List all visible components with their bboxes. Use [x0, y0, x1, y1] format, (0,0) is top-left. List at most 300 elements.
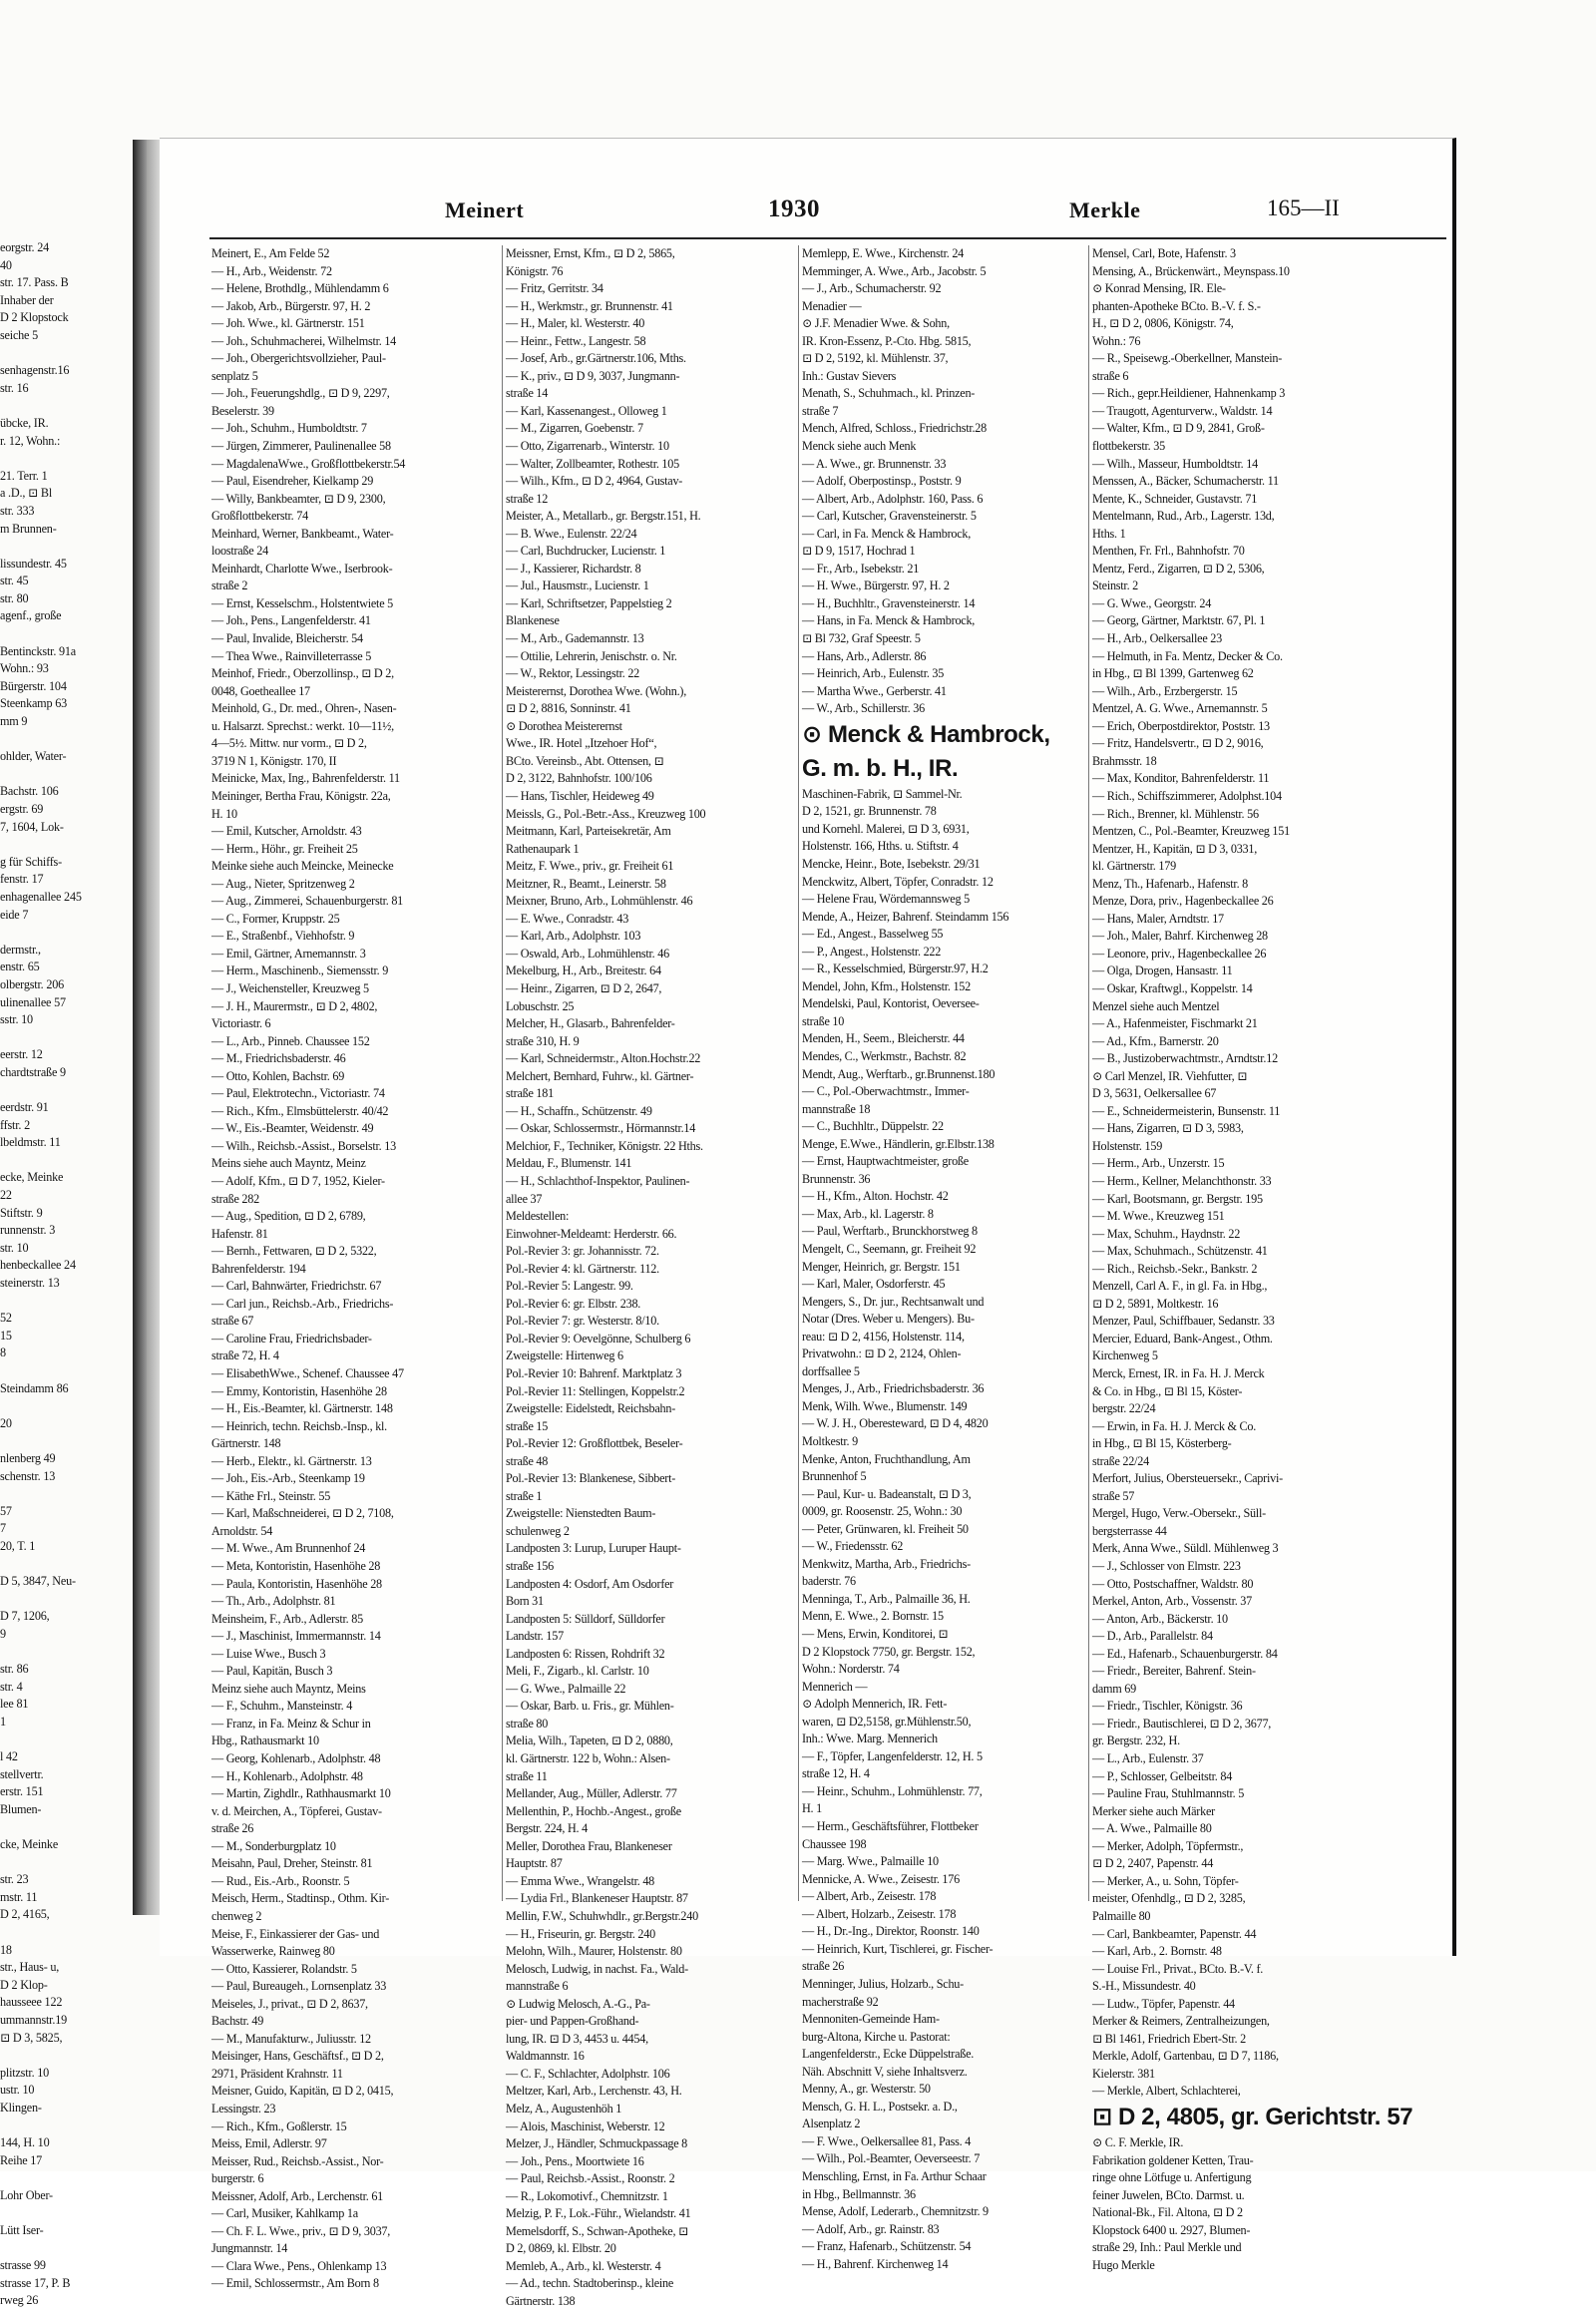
directory-entry: — Ed., Hafenarb., Schauenburgerstr. 84 [1092, 1646, 1278, 1661]
directory-entry: — Helene, Brothdlg., Mühlendamm 6 [211, 281, 389, 296]
facing-page-line [0, 1556, 130, 1574]
directory-entry: Blankenese [506, 613, 560, 628]
directory-entry: — H., Buchhltr., Gravensteinerstr. 14 [802, 595, 976, 610]
directory-entry: — C., Pol.-Oberwachtmstr., Immer- [802, 1084, 970, 1099]
directory-entry: Mennerich — [802, 1679, 868, 1694]
directory-entry: Menden, H., Seem., Bleicherstr. 44 [802, 1031, 965, 1046]
directory-entry: — Joh., Pens., Langenfelderstr. 41 [211, 613, 371, 628]
directory-entry: — Martha Wwe., Gerberstr. 41 [802, 683, 947, 698]
directory-entry: Großflottbekerstr. 74 [211, 509, 308, 524]
directory-entry: — Paula, Kontoristin, Hasenhöhe 28 [211, 1576, 382, 1591]
directory-entry: — Emil, Schlossermstr., Am Born 8 [211, 2276, 379, 2291]
directory-entry: — J. H., Maurermstr., ⊡ D 2, 4802, [211, 998, 378, 1013]
directory-entry: mannstraße 6 [506, 1979, 569, 1994]
facing-page-line: D 2 Klop- [0, 1977, 48, 1992]
facing-page-line: rweg 26 [0, 2293, 39, 2308]
facing-page-line: ⊡ D 3, 5825, [0, 2030, 63, 2045]
directory-entry: Rathenaupark 1 [506, 841, 580, 856]
directory-entry: Melcher, H., Glasarb., Bahrenfelder- [506, 1016, 675, 1031]
directory-entry: Meinke siehe auch Meincke, Meinecke [211, 859, 394, 874]
facing-page-line: senhagenstr.16 [0, 363, 70, 378]
directory-entry: S.-H., Missundestr. 40 [1092, 1979, 1196, 1994]
directory-entry: Menzer, Paul, Schiffbauer, Sedanstr. 33 [1092, 1314, 1275, 1329]
directory-entry: National-Bk., Fil. Altona, ⊡ D 2 [1092, 2205, 1243, 2220]
directory-entry: Pol.-Revier 5: Langestr. 99. [506, 1279, 633, 1294]
directory-entry: Brahmsstr. 18 [1092, 753, 1157, 768]
facing-page-line: Bachstr. 106 [0, 784, 59, 799]
directory-entry: — Martin, Zighdlr., Rathhausmarkt 10 [211, 1786, 391, 1801]
directory-entry: — Carl jun., Reichsb.-Arb., Friedrichs- [211, 1296, 394, 1311]
directory-entry: — Paul, Elektrotechn., Victoriastr. 74 [211, 1086, 385, 1101]
directory-entry: allee 37 [506, 1191, 543, 1206]
facing-page-line: eerdstr. 91 [0, 1100, 49, 1115]
directory-entry: — F. Wwe., Oelkersallee 81, Pass. 4 [802, 2133, 972, 2148]
directory-entry: — Erwin, in Fa. H. J. Merck & Co. [1092, 1418, 1257, 1433]
directory-entry: Mensel, Carl, Bote, Hafenstr. 3 [1092, 246, 1236, 260]
directory-column-4 [1092, 245, 1413, 2272]
directory-entry: — Alois, Maschinist, Weberstr. 12 [506, 2118, 665, 2133]
facing-page-line: eerstr. 12 [0, 1047, 43, 1062]
directory-entry: Menath, S., Schuhmach., kl. Prinzen- [802, 386, 976, 401]
directory-entry: Gärtnerstr. 148 [211, 1436, 281, 1451]
directory-entry: Menk, Wilh. Wwe., Blumenstr. 149 [802, 1398, 968, 1413]
directory-entry: — Hans, Tischler, Heideweg 49 [506, 788, 654, 803]
directory-entry: Mengelt, C., Seemann, gr. Freiheit 92 [802, 1241, 977, 1256]
directory-entry: Victoriastr. 6 [211, 1016, 271, 1031]
directory-entry: — Fritz, Gerritstr. 34 [506, 281, 603, 296]
directory-entry: — W., Friedensstr. 62 [802, 1539, 904, 1554]
running-header [209, 197, 1446, 227]
directory-entry: pier- und Pappen-Großhand- [506, 2014, 639, 2029]
directory-entry: ⊙ Ludwig Melosch, A.-G., Pa- [506, 1996, 650, 2011]
directory-entry: — Aug., Zimmerei, Schauenburgerstr. 81 [211, 894, 404, 909]
facing-page-line: str. 4 [0, 1679, 23, 1694]
directory-entry: Beselerstr. 39 [211, 403, 274, 418]
directory-entry: — Carl, in Fa. Menck & Hambrock, [802, 526, 972, 541]
directory-entry: Pol.-Revier 9: Oevelgönne, Schulberg 6 [506, 1331, 691, 1346]
directory-entry: — J., Schlosser von Elmstr. 223 [1092, 1559, 1241, 1574]
directory-entry: — H., Werkmstr., gr. Brunnenstr. 41 [506, 298, 673, 313]
facing-page-line: ummannstr.19 [0, 2012, 67, 2027]
directory-entry: — Otto, Zigarrenarb., Winterstr. 10 [506, 439, 669, 454]
directory-entry: — Joh., Feuerungshdlg., ⊡ D 9, 2297, [211, 386, 390, 401]
directory-entry: Hths. 1 [1092, 526, 1126, 541]
directory-entry: Einwohner-Meldeamt: Herderstr. 66. [506, 1226, 677, 1241]
directory-entry: — D., Arb., Parallelstr. 84 [1092, 1629, 1213, 1644]
directory-entry: Holstenstr. 166, Hths. u. Stiftstr. 4 [802, 839, 959, 854]
directory-entry: Hbg., Rathausmarkt 10 [211, 1733, 319, 1748]
directory-entry: Mentzen, C., Pol.-Beamter, Kreuzweg 151 [1092, 824, 1290, 839]
directory-entry: — Wilh., Masseur, Humboldtstr. 14 [1092, 456, 1258, 471]
facing-page-line: stellvertr. [0, 1766, 44, 1781]
directory-entry: Mentzel, A. G. Wwe., Arnemannstr. 5 [1092, 701, 1268, 716]
directory-entry: Memleb, A., Arb., kl. Westerstr. 4 [506, 2258, 661, 2273]
directory-entry: straße 2 [211, 578, 248, 593]
directory-entry: phanten-Apotheke BCto. B.-V. f. S.- [1092, 298, 1261, 313]
facing-page-line: erstr. 151 [0, 1784, 44, 1799]
directory-entry: — Karl, Schneidermstr., Alton.Hochstr.22 [506, 1051, 701, 1066]
directory-entry: straße 15 [506, 1418, 549, 1433]
directory-entry: — Th., Arb., Adolphstr. 81 [211, 1594, 336, 1609]
directory-entry: straße 48 [506, 1453, 549, 1468]
directory-entry: — H., Dr.-Ing., Direktor, Roonstr. 140 [802, 1924, 980, 1939]
facing-page-line: str. 17. Pass. B [0, 275, 69, 290]
directory-entry: — Franz, Hafenarb., Schützenstr. 54 [802, 2239, 972, 2254]
directory-entry: ⊡ D 2, 5192, kl. Mühlenstr. 37, [802, 351, 949, 366]
directory-entry: Menke, Anton, Fruchthandlung, Am [802, 1451, 971, 1466]
directory-entry: — Karl, Arb., Adolphstr. 103 [506, 929, 641, 944]
directory-entry: Landposten 4: Osdorf, Am Osdorfer [506, 1576, 674, 1591]
page-number: 165—II [1267, 195, 1340, 220]
directory-entry: Mensing, A., Brückenwärt., Meynspass.10 [1092, 263, 1290, 278]
directory-entry: — Paul, Bureaugeh., Lornsenplatz 33 [211, 1979, 387, 1994]
directory-entry: & Co. in Hbg., ⊡ Bl 15, Köster- [1092, 1383, 1243, 1398]
directory-entry: — E. Wwe., Conradstr. 43 [506, 911, 629, 926]
directory-entry: — H., Arb., Oelkersallee 23 [1092, 631, 1222, 646]
directory-entry: — R., Kesselschmied, Bürgerstr.97, H.2 [802, 962, 989, 976]
facing-page-line [0, 1432, 130, 1450]
facing-page-line: olbergstr. 206 [0, 976, 65, 991]
facing-page-line [0, 1854, 130, 1872]
directory-entry: Menkwitz, Martha, Arb., Friedrichs- [802, 1556, 971, 1571]
directory-entry: Mentelmann, Rud., Arb., Lagerstr. 13d, [1092, 509, 1275, 524]
facing-page-line: nlenberg 49 [0, 1450, 56, 1465]
directory-entry: — Fr., Arb., Isebekstr. 21 [802, 561, 920, 576]
directory-entry: — Herm., Arb., Unzerstr. 15 [1092, 1156, 1225, 1171]
directory-entry: Bahrenfelderstr. 194 [211, 1261, 306, 1276]
facing-page-line: 52 [0, 1311, 12, 1326]
directory-entry: — Rich., Reichsb.-Sekr., Bankstr. 2 [1092, 1261, 1258, 1276]
directory-entry: Königstr. 76 [506, 263, 564, 278]
directory-entry: — P., Angest., Holstenstr. 222 [802, 944, 942, 959]
directory-entry: — Anton, Arb., Bäckerstr. 10 [1092, 1611, 1228, 1626]
directory-entry: — Max, Arb., kl. Lagerstr. 8 [802, 1206, 934, 1221]
directory-entry: Menn, E. Wwe., 2. Bornstr. 15 [802, 1609, 944, 1624]
directory-entry: — Georg, Kohlenarb., Adolphstr. 48 [211, 1751, 381, 1766]
directory-entry: Zweigstelle: Eidelstedt, Reichsbahn- [506, 1401, 676, 1416]
facing-page-line: D 7, 1206, [0, 1609, 50, 1624]
directory-entry: Menges, J., Arb., Friedrichsbaderstr. 36 [802, 1381, 985, 1396]
facing-page-line: D 2 Klopstock [0, 310, 69, 325]
directory-entry: — Albert, Arb., Zeisestr. 178 [802, 1889, 937, 1904]
facing-page-line: 144, H. 10 [0, 2135, 50, 2150]
facing-page-line: Steindamm 86 [0, 1380, 69, 1395]
directory-entry: — Herm., Höhr., gr. Freiheit 25 [211, 841, 358, 856]
header-year: 1930 [768, 195, 820, 222]
directory-entry: Merfort, Julius, Obersteuersekr., Caprivi- [1092, 1471, 1283, 1486]
facing-page-line: str. 80 [0, 590, 29, 605]
directory-entry: straße 22/24 [1092, 1453, 1149, 1468]
directory-entry: — Joh., Schuhm., Humboldtstr. 7 [211, 421, 367, 436]
facing-page-line: Inhaber der [0, 292, 54, 307]
directory-entry: — Olga, Drogen, Hansastr. 11 [1092, 963, 1233, 978]
directory-entry: Merck, Ernest, IR. in Fa. H. J. Merck [1092, 1366, 1265, 1380]
directory-entry: Melia, Wilh., Tapeten, ⊡ D 2, 0880, [506, 1733, 673, 1748]
directory-entry: — R., Speisewg.-Oberkellner, Manstein- [1092, 351, 1283, 366]
facing-page-line: 40 [0, 257, 12, 272]
directory-entry: Landposten 5: Sülldorf, Sülldorfer [506, 1611, 665, 1626]
facing-page-line: str. 86 [0, 1662, 29, 1677]
facing-page-line: D 2, 4165, [0, 1907, 50, 1922]
directory-entry: Zweigstelle: Nienstedten Baum- [506, 1506, 656, 1521]
directory-entry: — Joh. Wwe., kl. Gärtnerstr. 151 [211, 316, 365, 331]
directory-entry: — Jul., Hausmstr., Lucienstr. 1 [506, 578, 649, 593]
directory-entry: feiner Juwelen, BCto. Darmst. u. [1092, 2187, 1245, 2202]
directory-entry: Menninger, Julius, Holzarb., Schu- [802, 1976, 964, 1991]
directory-entry: Moltkestr. 9 [802, 1434, 858, 1448]
facing-page-line: mm 9 [0, 714, 28, 729]
directory-column-2 [506, 245, 790, 2308]
facing-page-line: r. 12, Wohn.: [0, 433, 61, 448]
directory-entry: u. Halsarzt. Sprechst.: werkt. 10—11½, [211, 718, 394, 733]
directory-entry: — Oskar, Schlossermstr., Hörmannstr.14 [506, 1121, 696, 1136]
directory-entry: Menssen, A., Bäcker, Schumacherstr. 11 [1092, 474, 1279, 489]
directory-entry: — Carl, Buchdrucker, Lucienstr. 1 [506, 544, 666, 559]
directory-entry: — Herm., Geschäftsführer, Flottbeker [802, 1819, 979, 1834]
directory-entry: gr. Bergstr. 232, H. [1092, 1733, 1180, 1748]
facing-page-line: ohlder, Water- [0, 749, 67, 764]
directory-entry: Privatwohn.: ⊡ D 2, 2124, Ohlen- [802, 1347, 962, 1361]
directory-entry: — Rich., Schiffszimmerer, Adolphst.104 [1092, 788, 1282, 803]
directory-entry: Arnoldstr. 54 [211, 1523, 273, 1538]
directory-entry: Meitz, F. Wwe., priv., gr. Freiheit 61 [506, 859, 674, 874]
directory-entry: Mencke, Heinr., Bote, Isebekstr. 29/31 [802, 856, 981, 871]
directory-entry: ⊡ Bl 732, Graf Speestr. 5 [802, 631, 921, 646]
directory-entry: — Otto, Kassierer, Rolandstr. 5 [211, 1961, 357, 1976]
directory-entry: Mercier, Eduard, Bank-Angest., Othm. [1092, 1331, 1273, 1346]
facing-page-line: strasse 17, P. B [0, 2275, 71, 2290]
directory-entry: — Meta, Kontoristin, Hasenhöhe 28 [211, 1559, 381, 1574]
directory-entry: Meinz siehe auch Mayntz, Meins [211, 1681, 366, 1696]
directory-entry: — H., Schaffn., Schützenstr. 49 [506, 1103, 652, 1118]
directory-entry: — Josef, Arb., gr.Gärtnerstr.106, Mths. [506, 351, 686, 366]
facing-page-line: 1 [0, 1714, 6, 1729]
directory-entry-display: G. m. b. H., IR. [802, 754, 959, 782]
directory-entry: Menschling, Ernst, in Fa. Arthur Schaar [802, 2168, 987, 2183]
directory-entry: — Otto, Postschaffner, Waldstr. 80 [1092, 1576, 1254, 1591]
directory-entry: bergsterrasse 44 [1092, 1523, 1167, 1538]
directory-entry: Menck siehe auch Menk [802, 439, 917, 454]
directory-entry: Kirchenweg 5 [1092, 1348, 1158, 1363]
facing-page-line: seiche 5 [0, 327, 38, 342]
directory-entry: Meisner, Guido, Kapitän, ⊡ D 2, 0415, [211, 2084, 394, 2099]
directory-entry: — M. Wwe., Am Brunnenhof 24 [211, 1541, 366, 1556]
directory-entry: — A., Hafenmeister, Fischmarkt 21 [1092, 1016, 1258, 1031]
directory-entry: Merker siehe auch Märker [1092, 1803, 1215, 1818]
facing-page-line [0, 1731, 130, 1748]
directory-entry: — H., Bahrenf. Kirchenweg 14 [802, 2256, 949, 2271]
directory-entry: Meinhard, Werner, Bankbeamt., Water- [211, 526, 394, 541]
directory-entry: Bergstr. 224, H. 4 [506, 1821, 588, 1836]
directory-entry: Meisinger, Hans, Geschäftsf., ⊡ D 2, [211, 2049, 384, 2064]
facing-page-line: 20 [0, 1415, 12, 1430]
directory-entry: — Friedr., Bautischlerei, ⊡ D 2, 3677, [1092, 1716, 1272, 1731]
directory-entry: — Wilh., Pol.-Beamter, Oeverseestr. 7 [802, 2151, 981, 2166]
directory-entry: — MagdalenaWwe., Großflottbekerstr.54 [211, 456, 406, 471]
directory-entry: — Rich., Brenner, kl. Mühlenstr. 56 [1092, 806, 1259, 821]
directory-entry: — L., Arb., Pinneb. Chaussee 152 [211, 1033, 370, 1048]
directory-entry: Waldmannstr. 16 [506, 2049, 585, 2064]
directory-entry: — Louise Frl., Privat., BCto. B.-V. f. [1092, 1961, 1264, 1976]
facing-page-line: 7 [0, 1521, 6, 1536]
facing-page-line [0, 1924, 130, 1942]
directory-entry: mannstraße 18 [802, 1101, 871, 1116]
directory-entry: Melz, A., Augustenhöh 1 [506, 2101, 622, 2116]
directory-entry: Brunnenstr. 36 [802, 1171, 871, 1186]
directory-entry: — Leonore, priv., Hagenbeckallee 26 [1092, 946, 1267, 961]
directory-entry: 0009, gr. Roosenstr. 25, Wohn.: 30 [802, 1504, 963, 1519]
directory-entry: ⊙ Carl Menzel, IR. Viehfutter, ⊡ [1092, 1068, 1248, 1083]
header-last-keyword: Merkle [1069, 197, 1141, 222]
directory-entry: — Heinr., Fettw., Langestr. 58 [506, 333, 646, 348]
directory-entry: Klopstock 6400 u. 2927, Blumen- [1092, 2222, 1251, 2237]
directory-entry: straße 26 [802, 1959, 845, 1974]
facing-page-line: 20, T. 1 [0, 1538, 36, 1553]
facing-page-line: Wohn.: 93 [0, 661, 49, 676]
directory-entry: — Willy, Bankbeamter, ⊡ D 9, 2300, [211, 491, 386, 506]
directory-entry: Pol.-Revier 7: gr. Westerstr. 8/10. [506, 1314, 659, 1329]
facing-page-line [0, 1591, 130, 1609]
facing-page-line: chardtstraße 9 [0, 1064, 66, 1079]
directory-entry: — Oskar, Kraftwgl., Koppelstr. 14 [1092, 980, 1253, 995]
directory-entry: Mende, A., Heizer, Bahrenf. Steindamm 156 [802, 909, 1009, 924]
facing-page-line [0, 1293, 130, 1311]
directory-entry: — Merkle, Albert, Schlachterei, [1092, 2084, 1241, 2099]
directory-entry: — Herm., Maschinenb., Siemensstr. 9 [211, 963, 389, 978]
directory-entry: — C. F., Schlachter, Adolphstr. 106 [506, 2066, 670, 2081]
directory-column-1 [211, 245, 496, 2291]
facing-page-line: Bentinckstr. 91a [0, 643, 77, 658]
facing-page-line: 7, 1604, Lok- [0, 819, 64, 834]
column-divider [502, 245, 503, 1901]
facing-page-line: str. 333 [0, 503, 35, 518]
facing-page-line: l 42 [0, 1749, 18, 1764]
facing-page-line [0, 345, 130, 363]
directory-entry: Hugo Merkle [1092, 2257, 1155, 2272]
directory-entry: — H., Maler, kl. Westerstr. 40 [506, 316, 645, 331]
directory-entry: in Hbg., ⊡ Bl 1399, Gartenweg 62 [1092, 666, 1254, 681]
directory-entry: — P., Schlosser, Gelbeitstr. 84 [1092, 1768, 1233, 1783]
facing-page-line [0, 1362, 130, 1380]
directory-entry: Menzel siehe auch Mentzel [1092, 998, 1220, 1013]
directory-entry: Langenfelderstr., Ecke Düppelstraße. [802, 2047, 975, 2062]
directory-entry: — Walter, Zollbeamter, Rothestr. 105 [506, 456, 679, 471]
facing-page-line: übcke, IR. [0, 415, 49, 430]
book-spine [133, 140, 147, 1915]
directory-entry: Mente, K., Schneider, Gustavstr. 71 [1092, 491, 1258, 506]
directory-entry: ⊡ D 9, 1517, Hochrad 1 [802, 544, 916, 559]
directory-entry: — Caroline Frau, Friedrichsbader- [211, 1331, 372, 1346]
directory-entry: Kielerstr. 381 [1092, 2066, 1155, 2081]
directory-entry: Mentz, Ferd., Zigarren, ⊡ D 2, 5306, [1092, 561, 1265, 576]
directory-entry: straße 1 [506, 1488, 543, 1503]
directory-entry: — Joh., Maler, Bahrf. Kirchenweg 28 [1092, 929, 1268, 944]
directory-entry: Meinhardt, Charlotte Wwe., Iserbrook- [211, 561, 393, 576]
directory-entry: Meltzer, Karl, Arb., Lerchenstr. 43, H. [506, 2084, 682, 2099]
directory-entry: — Rich., Kfm., Goßlerstr. 15 [211, 2118, 347, 2133]
directory-entry: — Ch. F. L. Wwe., priv., ⊡ D 9, 3037, [211, 2223, 391, 2238]
directory-entry: Pol.-Revier 12: Großflottbek, Beseler- [506, 1436, 683, 1451]
directory-entry: Merkel, Anton, Arb., Vossenstr. 37 [1092, 1594, 1252, 1609]
directory-entry: — Fritz, Handelsvertr., ⊡ D 2, 9016, [1092, 736, 1264, 751]
directory-entry: Meins siehe auch Mayntz, Meinz [211, 1156, 366, 1171]
directory-entry: — Max, Schuhm., Haydnstr. 22 [1092, 1226, 1241, 1241]
directory-entry: v. d. Meirchen, A., Töpferei, Gustav- [211, 1803, 382, 1818]
facing-page-line: ustr. 10 [0, 2083, 35, 2098]
directory-entry: reau: ⊡ D 2, 4156, Holstenstr. 114, [802, 1329, 965, 1344]
directory-entry: — Paul, Invalide, Bleicherstr. 54 [211, 631, 363, 646]
directory-entry: Mendel, John, Kfm., Holstenstr. 152 [802, 978, 971, 993]
directory-entry: straße 67 [211, 1314, 254, 1329]
directory-entry: — Herb., Elektr., kl. Gärtnerstr. 13 [211, 1453, 372, 1468]
directory-entry: — Otto, Kohlen, Bachstr. 69 [211, 1068, 345, 1083]
directory-entry: — H., Arb., Weidenstr. 72 [211, 263, 332, 278]
facing-page-line: eorgstr. 24 [0, 240, 50, 254]
directory-entry: — Helene Frau, Wördemannsweg 5 [802, 892, 970, 907]
facing-page-line [0, 1397, 130, 1415]
directory-entry: Menadier — [802, 298, 862, 313]
facing-page-line: ulinenallee 57 [0, 994, 66, 1009]
directory-entry: Mellander, Aug., Müller, Adlerstr. 77 [506, 1786, 677, 1801]
facing-page-line: ergstr. 69 [0, 802, 44, 816]
directory-entry: — Heinrich, Kurt, Tischlerei, gr. Fischer- [802, 1941, 994, 1956]
directory-entry: Landposten 6: Rissen, Rohdrift 32 [506, 1646, 665, 1661]
directory-entry: Melchior, F., Techniker, Königstr. 22 Hths. [506, 1138, 703, 1153]
directory-entry: — Ad., Kfm., Barnerstr. 20 [1092, 1033, 1219, 1048]
directory-entry: H. 10 [211, 806, 237, 821]
directory-entry: — H., Schlachthof-Inspektor, Paulinen- [506, 1173, 690, 1188]
directory-entry: schulenweg 2 [506, 1523, 570, 1538]
directory-entry: — Joh., Eis.-Arb., Steenkamp 19 [211, 1471, 365, 1486]
facing-page-line: Klingen- [0, 2100, 42, 2115]
facing-page-line: 15 [0, 1328, 12, 1343]
column-divider [798, 245, 799, 1901]
facing-page-line: ffstr. 2 [0, 1117, 30, 1132]
facing-page-line: henbeckallee 24 [0, 1258, 76, 1273]
facing-page-line [0, 625, 130, 643]
directory-entry: — Carl, Bankbeamter, Papenstr. 44 [1092, 1926, 1257, 1941]
directory-entry: Mentzer, H., Kapitän, ⊡ D 3, 0331, [1092, 841, 1258, 856]
facing-page-line: lbeldmstr. 11 [0, 1135, 61, 1150]
facing-page-line: schenstr. 13 [0, 1468, 56, 1483]
directory-entry: straße 6 [1092, 368, 1129, 383]
directory-entry: — F., Töpfer, Langenfelderstr. 12, H. 5 [802, 1748, 983, 1763]
directory-entry: straße 29, Inh.: Paul Merkle und [1092, 2240, 1242, 2255]
directory-entry: Näh. Abschnitt V, siehe Inhaltsverz. [802, 2064, 968, 2079]
directory-entry: straße 72, H. 4 [211, 1348, 279, 1363]
facing-page-line [0, 538, 130, 556]
directory-entry: — Hans, Maler, Arndtstr. 17 [1092, 911, 1224, 926]
directory-entry: Jungmannstr. 14 [211, 2241, 288, 2256]
directory-entry: — W., Rektor, Lessingstr. 22 [506, 666, 640, 681]
directory-entry: Wasserwerke, Rainweg 80 [211, 1944, 335, 1959]
directory-entry: Meissner, Ernst, Kfm., ⊡ D 2, 5865, [506, 246, 675, 260]
facing-page-line: mstr. 11 [0, 1889, 38, 1904]
directory-entry: Pol.-Revier 3: gr. Johannisstr. 72. [506, 1244, 659, 1259]
directory-entry: — Albert, Arb., Adolphstr. 160, Pass. 6 [802, 491, 984, 506]
directory-entry: — J., Kassierer, Richardstr. 8 [506, 561, 641, 576]
directory-entry: — Joh., Pens., Moortwiete 16 [506, 2153, 644, 2168]
directory-entry: Meissls, G., Pol.-Betr.-Ass., Kreuzweg 100 [506, 806, 706, 821]
facing-page-line [0, 1644, 130, 1662]
directory-entry: Menger, Heinrich, gr. Bergstr. 151 [802, 1259, 961, 1274]
directory-entry: — H. Wwe., Bürgerstr. 97, H. 2 [802, 578, 950, 593]
facing-page-line [0, 731, 130, 749]
directory-entry: Memlepp, E. Wwe., Kirchenstr. 24 [802, 246, 965, 260]
directory-entry: — Erich, Oberpostdirektor, Poststr. 13 [1092, 718, 1270, 733]
directory-entry: Meisser, Rud., Reichsb.-Assist., Nor- [211, 2153, 384, 2168]
facing-page-line: m Brunnen- [0, 521, 57, 536]
